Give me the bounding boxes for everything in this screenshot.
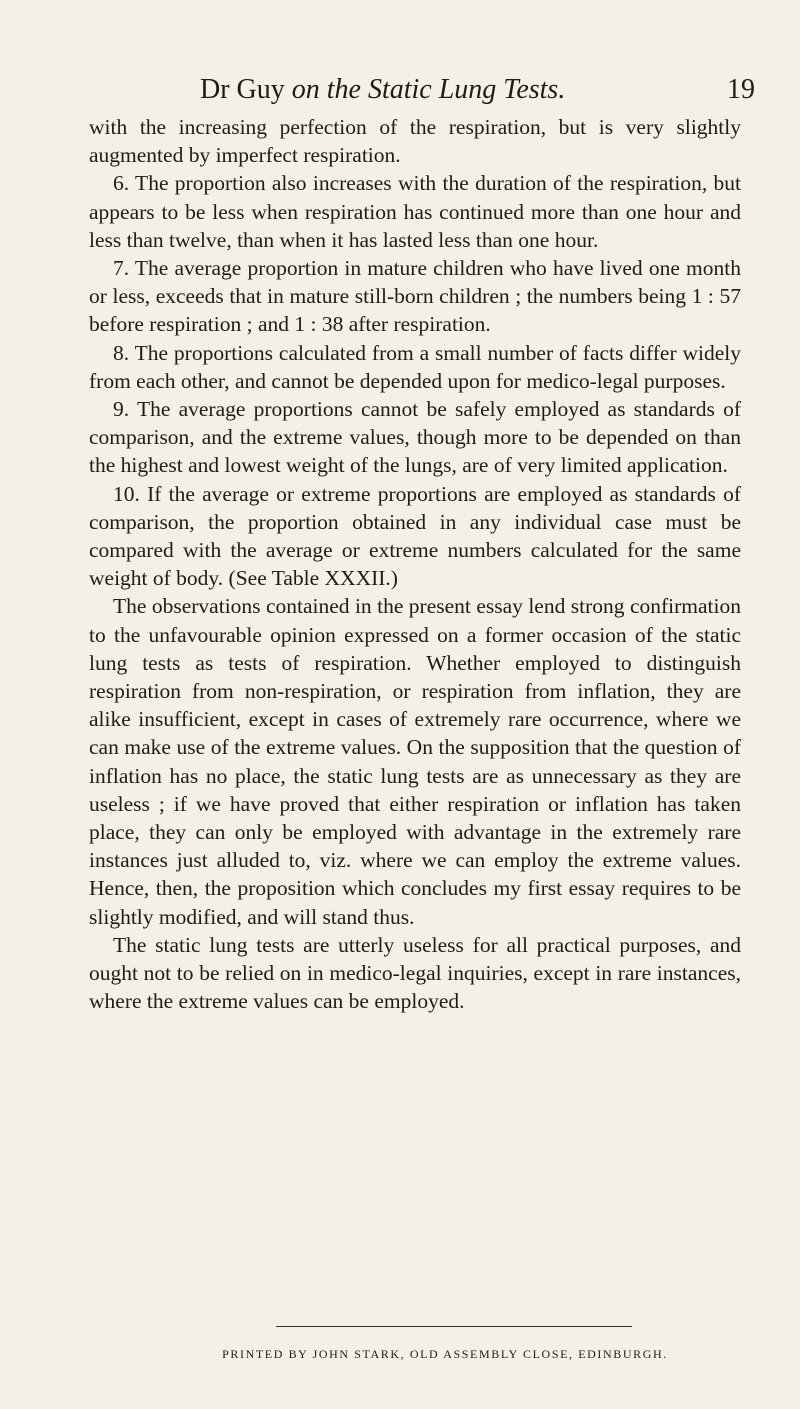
- paragraph-conclusion-8: 8. The proportions calculated from a small number of facts differ widely from each other, and cannot be depended upon for medico-legal purposes.: [89, 340, 741, 393]
- paragraph-conclusion-9: 9. The average proportions cannot be safely employed as standards of comparison, and the extreme values, though more to be depended on than the highest and lowest weight of the lungs, are of very limited application.: [89, 397, 741, 478]
- paragraph-conclusion-7: 7. The average proportion in mature children who have lived one month or less, exceeds that in mature still-born children ; the numbers being 1 : 57 before respiration ; and 1 : 38 after respiration.: [89, 256, 741, 337]
- paragraph-continuation: with the increasing perfection of the respiration, but is very slightly augmented by imperfect respiration.: [89, 115, 741, 168]
- page-number: 19: [727, 74, 755, 105]
- paragraph-conclusion-10: 10. If the average or extreme proportions are employed as standards of comparison, the proportion obtained in any individual case must be compared with the average or extreme numbers calculated for the same weight of body. (See Table XXXII.): [89, 481, 741, 591]
- running-title-subject: on the Static Lung Tests.: [291, 74, 566, 105]
- printer-imprint: PRINTED BY JOHN STARK, OLD ASSEMBLY CLOSE, EDINBURGH.: [222, 1347, 668, 1361]
- footer-rule: [276, 1326, 632, 1327]
- running-title: [200, 72, 565, 108]
- paragraph-final-proposition: The static lung tests are utterly useless for all practical purposes, and ought not to be relied on in medico-legal inquiries, except in rare instances, where the extreme values can be employed.: [89, 932, 741, 1014]
- running-head: [0, 72, 800, 112]
- paragraph-conclusion-6: 6. The proportion also increases with the duration of the respiration, but appears to be less when respiration has continued more than one hour and less than twelve, than when it has lasted less than one hour.: [89, 171, 741, 252]
- paragraph-observations: The observations contained in the present essay lend strong confirmation to the unfavourable opinion expressed on a former occasion of the static lung tests as tests of respiration. Whether employed to distinguish respiration from non-respiration, or respiration from inflation, they are alike insufficient, except in cases of extremely rare occurrence, where we can make use of the extreme values. On the supposition that the question of inflation has no place, the static lung tests are as unnecessary as they are useless ; if we have proved that either respiration or inflation has taken place, they can only be employed with advantage in the extremely rare instances just alluded to, viz. where we can employ the extreme values. Hence, then, the proposition which concludes my first essay requires to be slightly modified, and will stand thus.: [89, 594, 741, 929]
- running-title-author: Dr Guy: [200, 74, 292, 105]
- body-text: [89, 113, 741, 1016]
